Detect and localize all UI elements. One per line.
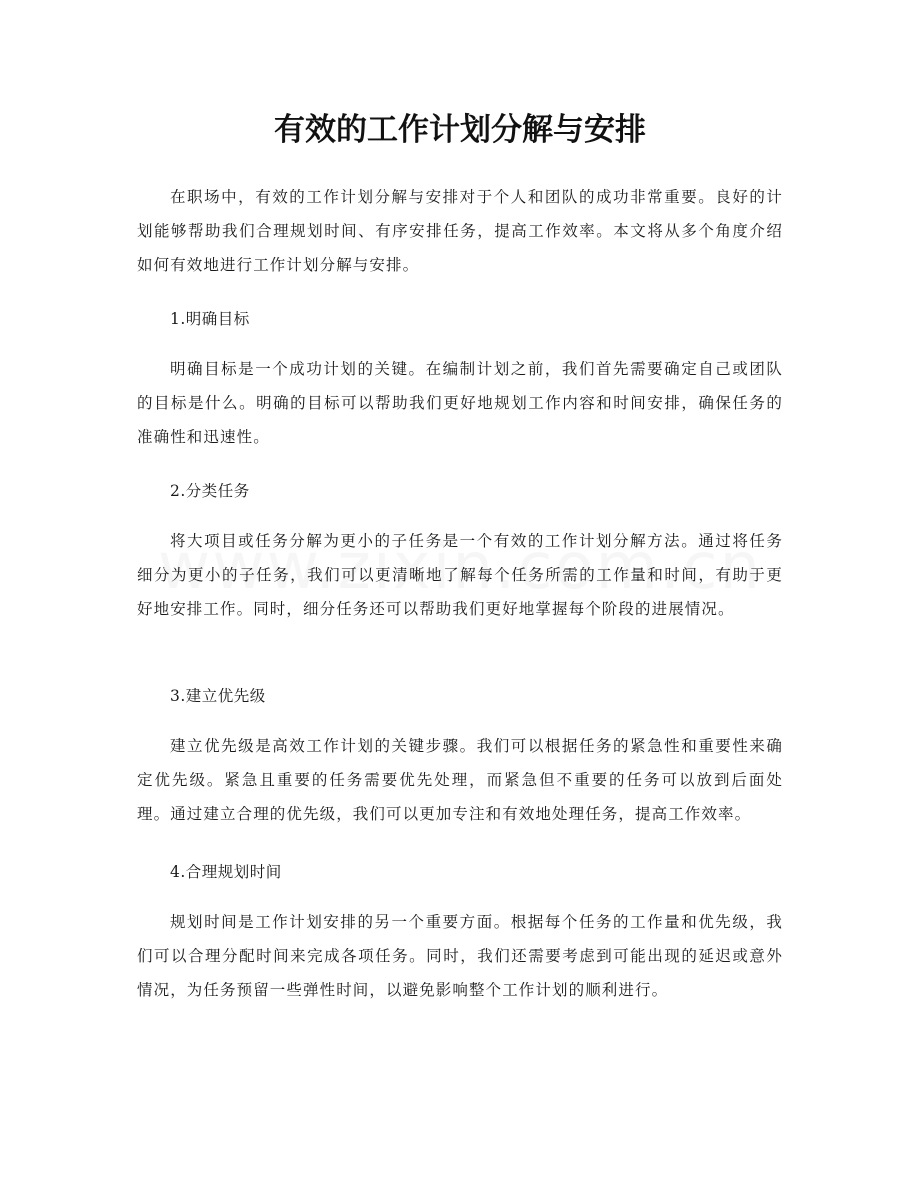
section-heading-1: 1.明确目标 [170,310,250,328]
section-body-3: 建立优先级是高效工作计划的关键步骤。我们可以根据任务的紧急性和重要性来确定优先级。紧急且重要的任务需要优先处理，而紧急但不重要的任务可以放到后面处理。通过建立合理的优先级，我们可以更加专注和有效地处理任务，提高工作效率。 [137,737,783,823]
document-title: 有效的工作计划分解与安排 [274,112,646,148]
section-body-1: 明确目标是一个成功计划的关键。在编制计划之前，我们首先需要确定自己或团队的目标是什么。明确的目标可以帮助我们更好地规划工作内容和时间安排，确保任务的准确性和迅速性。 [137,360,783,446]
section-body-4: 规划时间是工作计划安排的另一个重要方面。根据每个任务的工作量和优先级，我们可以合理分配时间来完成各项任务。同时，我们还需要考虑到可能出现的延迟或意外情况，为任务预留一些弹性时间，以避免影响整个工作计划的顺利进行。 [137,913,783,999]
section-heading-4: 4.合理规划时间 [170,863,282,881]
intro-paragraph: 在职场中，有效的工作计划分解与安排对于个人和团队的成功非常重要。良好的计划能够帮助我们合理规划时间、有序安排任务，提高工作效率。本文将从多个角度介绍如何有效地进行工作计划分解与安排。 [137,188,783,274]
section-heading-3: 3.建立优先级 [170,687,266,705]
section-heading-2: 2.分类任务 [170,482,250,500]
section-body-2: 将大项目或任务分解为更小的子任务是一个有效的工作计划分解方法。通过将任务细分为更小的子任务，我们可以更清晰地了解每个任务所需的工作量和时间，有助于更好地安排工作。同时，细分任务还可以帮助我们更好地掌握每个阶段的进展情况。 [137,532,783,618]
